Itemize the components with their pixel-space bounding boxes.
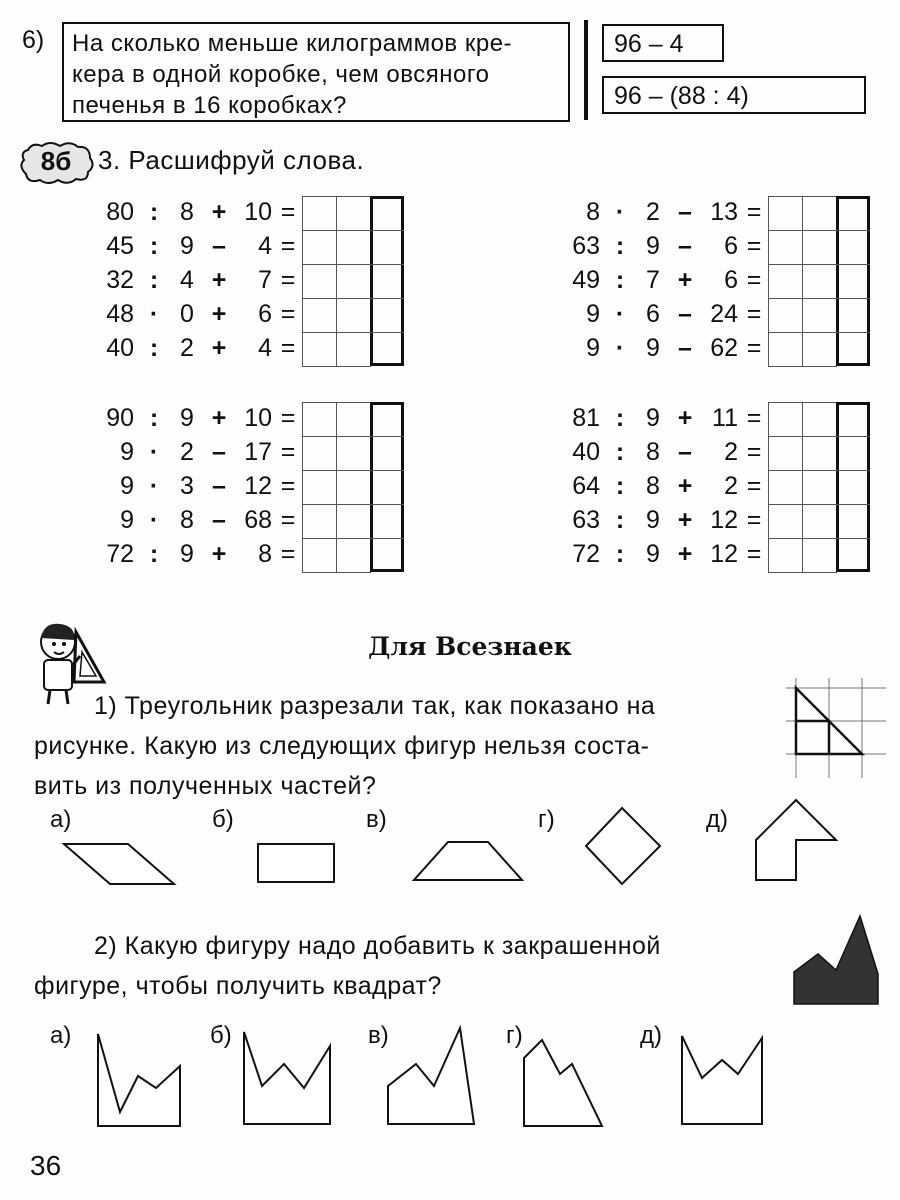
answer-column-divider: [836, 264, 870, 265]
problem-6-line: печенья в 16 коробках?: [72, 92, 347, 119]
operator: –: [212, 232, 226, 260]
answer-cell[interactable]: [768, 230, 803, 265]
question-1-text: [34, 686, 794, 806]
operand: 48: [106, 300, 134, 328]
answer-grid: [768, 402, 870, 572]
operator: +: [211, 300, 227, 328]
operand: 6: [724, 266, 738, 294]
answer-grid: [302, 402, 404, 572]
operator: –: [678, 334, 692, 362]
answer-cell[interactable]: [336, 332, 371, 367]
operator: +: [677, 472, 693, 500]
operand: 9: [120, 506, 134, 534]
operand: 8: [646, 472, 660, 500]
operand: 32: [106, 266, 134, 294]
q1-option-a-label: а): [50, 806, 72, 833]
operand: 40: [106, 334, 134, 362]
answer-cell[interactable]: [302, 402, 337, 437]
operand: 72: [572, 540, 600, 568]
operand: 9: [180, 232, 194, 260]
answer-grid: [302, 196, 404, 366]
answer-column-divider: [370, 436, 404, 437]
answer-cell[interactable]: [302, 538, 337, 573]
equals-sign: =: [746, 506, 762, 534]
operand: 80: [106, 198, 134, 226]
q2-option-b-label: б): [210, 1022, 232, 1049]
operator: –: [212, 472, 226, 500]
operator: :: [615, 506, 625, 534]
operator: +: [211, 334, 227, 362]
answer-cell[interactable]: [802, 538, 837, 573]
operand: 62: [710, 334, 738, 362]
answer-cell[interactable]: [768, 504, 803, 539]
shaded-figure: [792, 914, 880, 1006]
equals-sign: =: [746, 232, 762, 260]
answer-column-divider: [836, 332, 870, 333]
operator: +: [211, 198, 227, 226]
section-title: Для Всезнаек: [368, 632, 572, 661]
operand: 9: [646, 334, 660, 362]
equals-sign: =: [746, 472, 762, 500]
answer-cell[interactable]: [302, 230, 337, 265]
q1-option-v-label: в): [366, 806, 387, 833]
operator: ·: [615, 300, 625, 328]
operand: 8: [646, 438, 660, 466]
operand: 63: [572, 232, 600, 260]
operand: 17: [244, 438, 272, 466]
problem-6-number: 6): [22, 26, 45, 54]
task-badge-label: 8б: [40, 146, 72, 176]
answer-cell[interactable]: [802, 436, 837, 471]
q2-figure-a[interactable]: [96, 1030, 186, 1130]
q1-option-g-label: г): [538, 806, 555, 833]
operator: +: [211, 266, 227, 294]
answer-cell[interactable]: [336, 436, 371, 471]
operand: 10: [244, 404, 272, 432]
answer-cell[interactable]: [802, 264, 837, 299]
operator: –: [678, 232, 692, 260]
operand: 9: [120, 438, 134, 466]
equals-sign: =: [280, 472, 296, 500]
answer-cell[interactable]: [336, 196, 371, 231]
answer-column-divider: [370, 230, 404, 231]
operand: 68: [244, 506, 272, 534]
answer-cell[interactable]: [802, 402, 837, 437]
operand: 4: [258, 334, 272, 362]
highlighted-answer-column[interactable]: [836, 402, 870, 572]
operator: :: [615, 438, 625, 466]
answer-column-divider: [836, 470, 870, 471]
operand: 10: [244, 198, 272, 226]
operator: :: [615, 232, 625, 260]
operand: 12: [244, 472, 272, 500]
operand: 81: [572, 404, 600, 432]
equals-sign: =: [746, 300, 762, 328]
answer-cell[interactable]: [768, 332, 803, 367]
page-number: 36: [30, 1150, 62, 1181]
question-2-line: фигуре, чтобы получить квадрат?: [34, 972, 442, 1000]
problem-6-line: На сколько меньше килограммов кре-: [72, 30, 513, 57]
operand: 63: [572, 506, 600, 534]
pentagon-arrow-figure[interactable]: [754, 798, 840, 884]
operator: :: [149, 540, 159, 568]
equals-sign: =: [746, 334, 762, 362]
operand: 9: [646, 540, 660, 568]
operator: –: [678, 300, 692, 328]
equals-sign: =: [280, 232, 296, 260]
operand: 12: [710, 506, 738, 534]
answer-cell[interactable]: [768, 402, 803, 437]
operator: –: [678, 198, 692, 226]
question-1-line: 1) Треугольник разрезали так, как показано на: [94, 692, 656, 720]
operand: 2: [180, 438, 194, 466]
q2-figure-b[interactable]: [242, 1030, 334, 1128]
problem-6-expression-a: 96 – 4: [602, 24, 724, 62]
operator: ·: [149, 472, 159, 500]
answer-cell[interactable]: [336, 298, 371, 333]
equals-sign: =: [280, 266, 296, 294]
operand: 9: [120, 472, 134, 500]
highlighted-answer-column[interactable]: [836, 196, 870, 366]
answer-column-divider: [836, 436, 870, 437]
problem-6-line: кера в одной коробке, чем овсяного: [72, 61, 490, 88]
answer-cell[interactable]: [302, 504, 337, 539]
equals-sign: =: [280, 404, 296, 432]
q2-figure-g[interactable]: [522, 1034, 606, 1130]
answer-cell[interactable]: [802, 196, 837, 231]
answer-column-divider: [836, 230, 870, 231]
operand: 2: [180, 334, 194, 362]
equals-sign: =: [746, 540, 762, 568]
operand: 64: [572, 472, 600, 500]
equals-sign: =: [280, 300, 296, 328]
operand: 7: [258, 266, 272, 294]
operator: +: [677, 506, 693, 534]
operand: 7: [646, 266, 660, 294]
operand: 9: [586, 334, 600, 362]
operand: 3: [180, 472, 194, 500]
q2-option-d-label: д): [640, 1022, 662, 1049]
operator: :: [149, 404, 159, 432]
operator: ·: [149, 506, 159, 534]
q2-option-a-label: а): [50, 1022, 72, 1049]
operand: 49: [572, 266, 600, 294]
equals-sign: =: [280, 506, 296, 534]
question-1-line: рисунке. Какую из следующих фигур нельзя соста-: [34, 732, 650, 760]
answer-cell[interactable]: [302, 298, 337, 333]
operand: 2: [646, 198, 660, 226]
operator: :: [615, 472, 625, 500]
operand: 12: [710, 540, 738, 568]
answer-column-divider: [370, 264, 404, 265]
operator: :: [149, 266, 159, 294]
equals-sign: =: [746, 198, 762, 226]
operand: 8: [180, 506, 194, 534]
answer-grid: [768, 196, 870, 366]
operator: +: [677, 404, 693, 432]
q1-option-b-label: б): [212, 806, 234, 833]
answer-column-divider: [370, 470, 404, 471]
q2-figure-v[interactable]: [386, 1024, 478, 1128]
task-3-title: 3. Расшифруй слова.: [98, 145, 365, 175]
answer-cell[interactable]: [802, 470, 837, 505]
answer-cell[interactable]: [802, 332, 837, 367]
operand: 9: [180, 540, 194, 568]
question-2-text: [34, 926, 794, 1006]
answer-cell[interactable]: [768, 470, 803, 505]
equals-sign: =: [280, 334, 296, 362]
equals-sign: =: [746, 266, 762, 294]
answer-cell[interactable]: [802, 298, 837, 333]
answer-cell[interactable]: [336, 230, 371, 265]
operand: 9: [180, 404, 194, 432]
operator: +: [211, 404, 227, 432]
operand: 9: [646, 232, 660, 260]
rectangle-figure[interactable]: [256, 842, 336, 884]
answer-column-divider: [370, 538, 404, 539]
answer-cell[interactable]: [768, 196, 803, 231]
equals-sign: =: [746, 404, 762, 432]
equals-sign: =: [746, 438, 762, 466]
operator: +: [677, 540, 693, 568]
operand: 0: [180, 300, 194, 328]
answer-column-divider: [370, 332, 404, 333]
operator: :: [149, 334, 159, 362]
problem-6-divider: [584, 20, 588, 120]
operand: 11: [712, 404, 738, 432]
answer-cell[interactable]: [336, 402, 371, 437]
operand: 9: [646, 506, 660, 534]
answer-column-divider: [370, 504, 404, 505]
answer-cell[interactable]: [302, 436, 337, 471]
operator: ·: [149, 438, 159, 466]
answer-cell[interactable]: [302, 332, 337, 367]
parallelogram-figure[interactable]: [60, 840, 180, 886]
answer-column-divider: [836, 538, 870, 539]
operand: 8: [258, 540, 272, 568]
operator: :: [149, 232, 159, 260]
answer-cell[interactable]: [302, 264, 337, 299]
answer-cell[interactable]: [768, 538, 803, 573]
highlighted-answer-column[interactable]: [370, 196, 404, 366]
answer-cell[interactable]: [336, 538, 371, 573]
q2-option-g-label: г): [506, 1022, 523, 1049]
trapezoid-figure[interactable]: [412, 838, 524, 884]
operand: 13: [710, 198, 738, 226]
answer-cell[interactable]: [336, 470, 371, 505]
operand: 8: [180, 198, 194, 226]
operand: 6: [258, 300, 272, 328]
operand: 6: [724, 232, 738, 260]
operator: –: [678, 438, 692, 466]
operator: +: [211, 540, 227, 568]
operand: 90: [106, 404, 134, 432]
operator: +: [677, 266, 693, 294]
operator: ·: [615, 334, 625, 362]
operand: 45: [106, 232, 134, 260]
q1-option-d-label: д): [706, 806, 728, 833]
q2-option-v-label: в): [368, 1022, 389, 1049]
operand: 6: [646, 300, 660, 328]
operator: :: [615, 404, 625, 432]
operand: 2: [724, 438, 738, 466]
cut-triangle-diagram: [786, 678, 886, 778]
operator: ·: [149, 300, 159, 328]
answer-column-divider: [836, 504, 870, 505]
operator: ·: [615, 198, 625, 226]
operator: :: [615, 266, 625, 294]
operand: 8: [586, 198, 600, 226]
answer-cell[interactable]: [336, 264, 371, 299]
equals-sign: =: [280, 438, 296, 466]
answer-cell[interactable]: [302, 196, 337, 231]
highlighted-answer-column[interactable]: [370, 402, 404, 572]
answer-cell[interactable]: [802, 230, 837, 265]
question-1-line: вить из полученных частей?: [34, 772, 377, 800]
answer-cell[interactable]: [302, 470, 337, 505]
operand: 40: [572, 438, 600, 466]
answer-cell[interactable]: [336, 504, 371, 539]
answer-cell[interactable]: [768, 264, 803, 299]
rhombus-figure[interactable]: [584, 806, 664, 886]
answer-cell[interactable]: [802, 504, 837, 539]
answer-column-divider: [836, 298, 870, 299]
operand: 9: [646, 404, 660, 432]
equals-sign: =: [280, 198, 296, 226]
operand: 4: [180, 266, 194, 294]
operand: 72: [106, 540, 134, 568]
operator: –: [212, 438, 226, 466]
operand: 4: [258, 232, 272, 260]
answer-column-divider: [370, 298, 404, 299]
question-2-line: 2) Какую фигуру надо добавить к закрашенной: [94, 932, 661, 960]
problem-6-text-box: [62, 22, 570, 122]
operand: 2: [724, 472, 738, 500]
answer-cell[interactable]: [768, 436, 803, 471]
operator: :: [615, 540, 625, 568]
q2-figure-d[interactable]: [680, 1030, 766, 1128]
answer-cell[interactable]: [768, 298, 803, 333]
operand: 9: [586, 300, 600, 328]
equals-sign: =: [280, 540, 296, 568]
operand: 24: [710, 300, 738, 328]
operator: :: [149, 198, 159, 226]
operator: –: [212, 506, 226, 534]
problem-6-expression-b: 96 – (88 : 4): [602, 76, 866, 114]
